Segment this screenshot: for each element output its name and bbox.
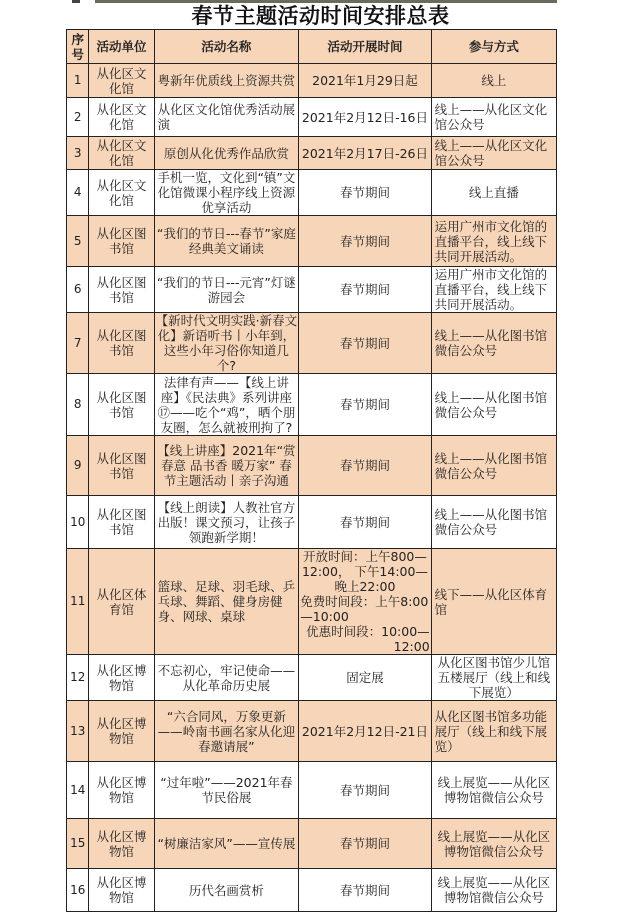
cell-seq: 15: [67, 819, 89, 869]
table-row: [67, 267, 557, 313]
cell-participation: 从化区图书馆多功能展厅（线上和线下展览）: [431, 701, 556, 762]
cell-seq: 13: [67, 701, 89, 762]
table-row: [67, 655, 557, 701]
cell-seq: 8: [67, 374, 89, 436]
cell-participation: 线上: [431, 64, 556, 98]
table-row: [67, 137, 557, 170]
cell-participation: 线上展览——从化区博物馆微信公众号: [431, 869, 556, 912]
cell-unit: 从化区博物馆: [89, 869, 154, 912]
cell-time: 春节期间: [299, 762, 431, 819]
cell-activity-name: 粤新年优质线上资源共赏: [154, 64, 299, 98]
cell-activity-name: 【新时代文明实践·新春文化】新语听书丨小年到，这些小年习俗你知道几个?: [155, 313, 298, 373]
table-row: [67, 701, 557, 762]
cell-unit: 从化区博物馆: [89, 762, 154, 819]
table-row: [67, 216, 557, 267]
cell-participation: 线上——从化图书馆微信公众号: [431, 374, 556, 436]
cell-participation: 运用广州市文化馆的直播平台，线上线下共同开展活动。: [431, 267, 556, 313]
cell-time: 春节期间: [299, 216, 431, 267]
cell-participation: 线上——从化图书馆微信公众号: [431, 313, 556, 374]
header-time: 活动开展时间: [299, 30, 431, 64]
schedule-table: [66, 29, 557, 912]
cell-time: 2021年2月17日-26日: [299, 137, 431, 170]
cell-unit: 从化区图书馆: [89, 216, 154, 267]
cell-participation: 从化区图书馆少儿馆五楼展厅（线上和线下展览）: [431, 655, 556, 701]
cell-participation: 线上展览——从化区博物馆微信公众号: [431, 819, 556, 869]
cell-participation: 线下——从化区体育馆: [431, 549, 556, 655]
cell-unit: 从化区图书馆: [89, 374, 154, 436]
table-row: [67, 869, 557, 912]
cell-activity-name: “六合同风，万象更新——岭南书画名家从化迎春邀请展”: [154, 701, 299, 762]
cell-unit: 从化区图书馆: [89, 436, 154, 496]
cell-activity-name: 法律有声——【线上讲座】《民法典》系列讲座⑰——吃个“鸡”，晒个朋友圈，怎么就被刑拘了?: [154, 374, 299, 436]
table-row: [67, 549, 557, 655]
cell-time: 春节期间: [299, 170, 431, 216]
table-row: [67, 64, 557, 98]
cell-activity-name: 历代名画赏析: [154, 869, 299, 912]
cell-seq: 5: [67, 216, 89, 267]
cell-seq: 2: [67, 98, 89, 137]
cell-activity-name: “树廉洁家风”——宣传展: [154, 819, 299, 869]
cell-time: 春节期间: [299, 374, 431, 436]
cell-participation: 线上——从化区文化馆公众号: [431, 137, 556, 170]
cell-unit: 从化区文化馆: [89, 137, 154, 170]
cell-activity-name: 原创从化优秀作品欣赏: [154, 137, 299, 170]
cell-unit: 从化区文化馆: [89, 64, 154, 98]
table-row: [67, 374, 557, 436]
header-seq: 序号: [67, 30, 89, 64]
cell-seq: 1: [67, 64, 89, 98]
cell-participation: 线上直播: [431, 170, 556, 216]
time-line: 开放时间：上午800—12:00， 下午14:00—晚上22:00: [301, 549, 428, 594]
cell-activity-name: 【线上讲座】2021年“赏春意 品书香 暖万家” 春节主题活动丨亲子沟通: [154, 436, 299, 496]
cell-activity-name: 【线上朗读】人教社官方出版！课文预习，让孩子领跑新学期！: [154, 496, 299, 549]
cell-time: 春节期间: [299, 436, 431, 496]
cell-activity-name: 从化区文化馆优秀活动展演: [154, 98, 299, 137]
cell-participation: 线上展览——从化区博物馆微信公众号: [431, 762, 556, 819]
header-name: 活动名称: [154, 30, 299, 64]
cell-unit: 从化区博物馆: [89, 655, 154, 701]
cell-activity-name: 不忘初心，牢记使命——从化革命历史展: [154, 655, 299, 701]
header-mode: 参与方式: [431, 30, 556, 64]
cell-activity-name: “过年啦”——2021年春节民俗展: [154, 762, 299, 819]
table-row: [67, 98, 557, 137]
cell-unit: 从化区图书馆: [89, 313, 154, 374]
cell-seq: 11: [67, 549, 89, 655]
cell-time: 春节期间: [299, 267, 431, 313]
cell-participation: 运用广州市文化馆的直播平台，线上线下共同开展活动。: [431, 216, 556, 267]
table-row: [67, 170, 557, 216]
cell-time: 2021年1月29日起: [299, 64, 431, 98]
cell-unit: 从化区博物馆: [89, 701, 154, 762]
cell-time: 2021年2月12日-16日: [299, 98, 431, 137]
time-line: 优惠时间段：10:00—12:00: [306, 624, 430, 654]
cell-unit: 从化区图书馆: [89, 496, 154, 549]
cell-activity-name: “我们的节日---春节”家庭经典美文诵读: [154, 216, 299, 267]
cell-unit: 从化区体育馆: [89, 549, 154, 655]
table-header-row: [67, 30, 557, 64]
cell-unit: 从化区文化馆: [89, 170, 154, 216]
cell-seq: 6: [67, 267, 89, 313]
cell-activity-name: “我们的节日---元宵”灯谜游园会: [154, 267, 299, 313]
cell-activity-name: 手机一览，文化到“镇”文化馆微课小程序线上资源优享活动: [154, 170, 299, 216]
cell-seq: 14: [67, 762, 89, 819]
cell-seq: 12: [67, 655, 89, 701]
cell-time: 春节期间: [299, 819, 431, 869]
cell-unit: 从化区博物馆: [89, 819, 154, 869]
cell-seq: 4: [67, 170, 89, 216]
cell-seq: 7: [67, 313, 89, 374]
table-row: [67, 762, 557, 819]
cell-time: 春节期间: [299, 496, 431, 549]
cell-participation: 线上——从化图书馆微信公众号: [431, 436, 556, 496]
header-unit: 活动单位: [89, 30, 154, 64]
cell-time: 固定展: [299, 655, 431, 701]
cell-unit: 从化区图书馆: [89, 267, 154, 313]
table-row: [67, 819, 557, 869]
table-row: [67, 496, 557, 549]
cell-seq: 16: [67, 869, 89, 912]
cell-participation: 线上——从化图书馆微信公众号: [431, 496, 556, 549]
page-title: 春节主题活动时间安排总表: [191, 4, 450, 28]
cell-unit: 从化区文化馆: [89, 98, 154, 137]
table-row: [67, 436, 557, 496]
cell-time: [299, 549, 431, 655]
cell-participation: 线上——从化区文化馆公众号: [431, 98, 556, 137]
cell-seq: 10: [67, 496, 89, 549]
table-row: [67, 313, 557, 374]
cell-time: 春节期间: [299, 869, 431, 912]
cell-time: 2021年2月12日-21日: [299, 701, 431, 762]
time-line: 免费时间段：上午8:00—10:00: [300, 594, 429, 624]
cell-seq: 9: [67, 436, 89, 496]
cell-seq: 3: [67, 137, 89, 170]
cell-activity-name: 篮球、足球、羽毛球、乒乓球、舞蹈、健身房健身、网球、桌球: [154, 549, 299, 655]
cell-time: 春节期间: [299, 313, 431, 374]
